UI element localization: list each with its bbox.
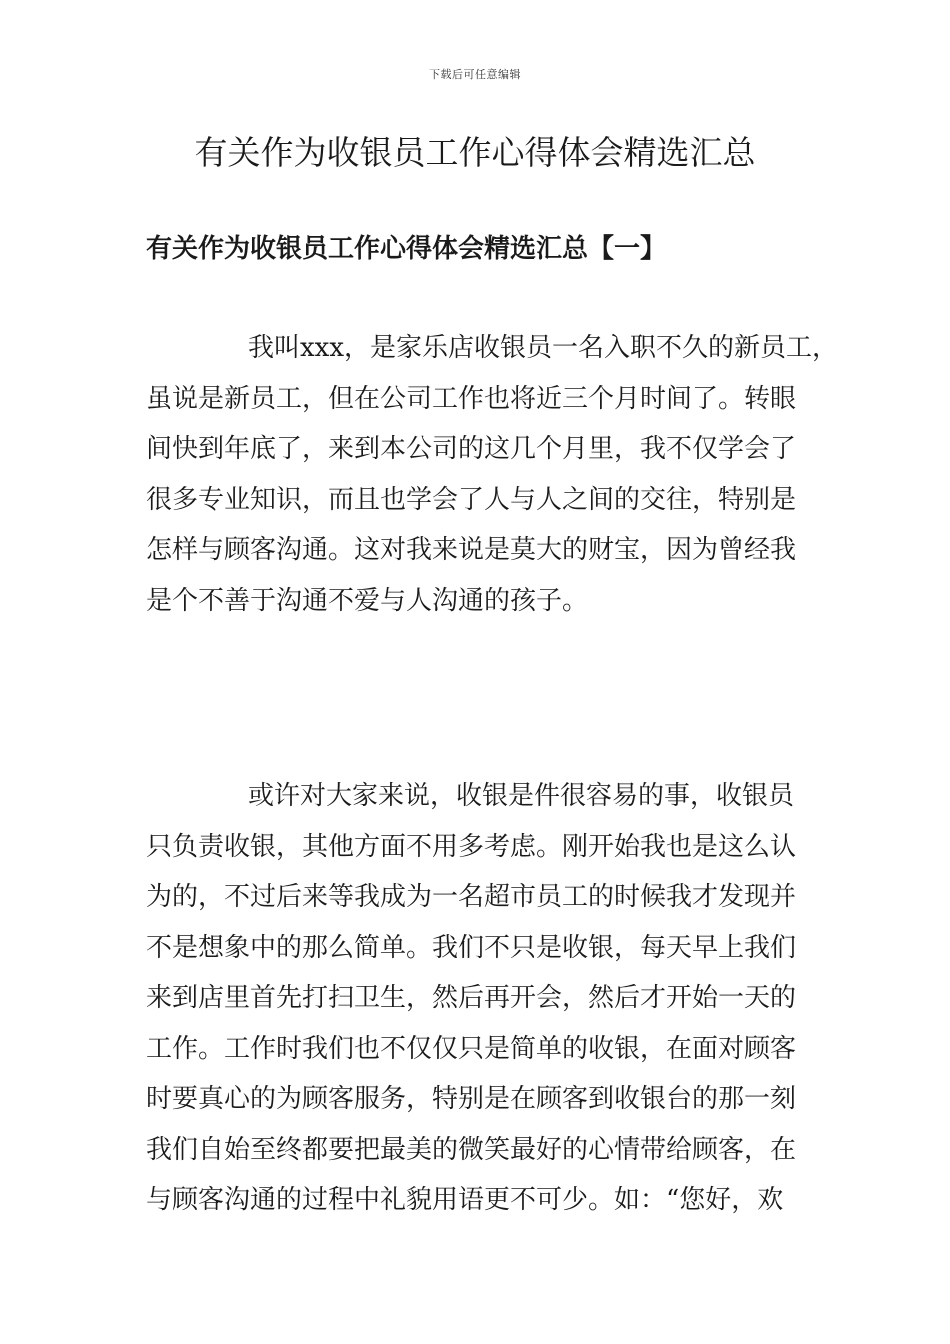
- paragraph-line: 或许对大家来说，收银是件很容易的事，收银员: [248, 781, 795, 811]
- paragraph-line: 来到店里首先打扫卫生，然后再开会，然后才开始一天的: [146, 983, 797, 1013]
- paragraph-line: 与顾客沟通的过程中礼貌用语更不可少。如：“您好，欢: [146, 1185, 784, 1215]
- paragraph-line: 间快到年底了，来到本公司的这几个月里，我不仅学会了: [146, 434, 797, 464]
- document-title: 有关作为收银员工作心得体会精选汇总: [194, 133, 756, 172]
- paragraph-line: 很多专业知识，而且也学会了人与人之间的交往，特别是: [146, 484, 797, 515]
- paragraph-line: 工作。工作时我们也不仅仅只是简单的收银，在面对顾客: [146, 1033, 797, 1064]
- paragraph-line: 我们自始至终都要把最美的微笑最好的心情带给顾客，在: [146, 1134, 797, 1165]
- paragraph-line: 怎样与顾客沟通。这对我来说是莫大的财宝，因为曾经我: [146, 535, 797, 565]
- section-heading: 有关作为收银员工作心得体会精选汇总【一】: [146, 234, 667, 264]
- paragraph-2: [146, 771, 826, 1226]
- paragraph-line: 不是想象中的那么简单。我们不只是收银，每天早上我们: [146, 932, 797, 963]
- paragraph-line: 是个不善于沟通不爱与人沟通的孩子。: [146, 585, 589, 616]
- paragraph-line: 时要真心的为顾客服务，特别是在顾客到收银台的那一刻: [146, 1084, 797, 1114]
- paragraph-1: [146, 323, 838, 626]
- paragraph-line: 我叫xxx，是家乐店收银员一名入职不久的新员工，: [248, 333, 838, 363]
- paragraph-line: 虽说是新员工，但在公司工作也将近三个月时间了。转眼: [146, 383, 797, 414]
- paragraph-line: 为的，不过后来等我成为一名超市员工的时候我才发现并: [146, 882, 797, 912]
- header-note: 下载后可任意编辑: [429, 68, 521, 81]
- paragraph-line: 只负责收银，其他方面不用多考虑。刚开始我也是这么认: [146, 831, 797, 862]
